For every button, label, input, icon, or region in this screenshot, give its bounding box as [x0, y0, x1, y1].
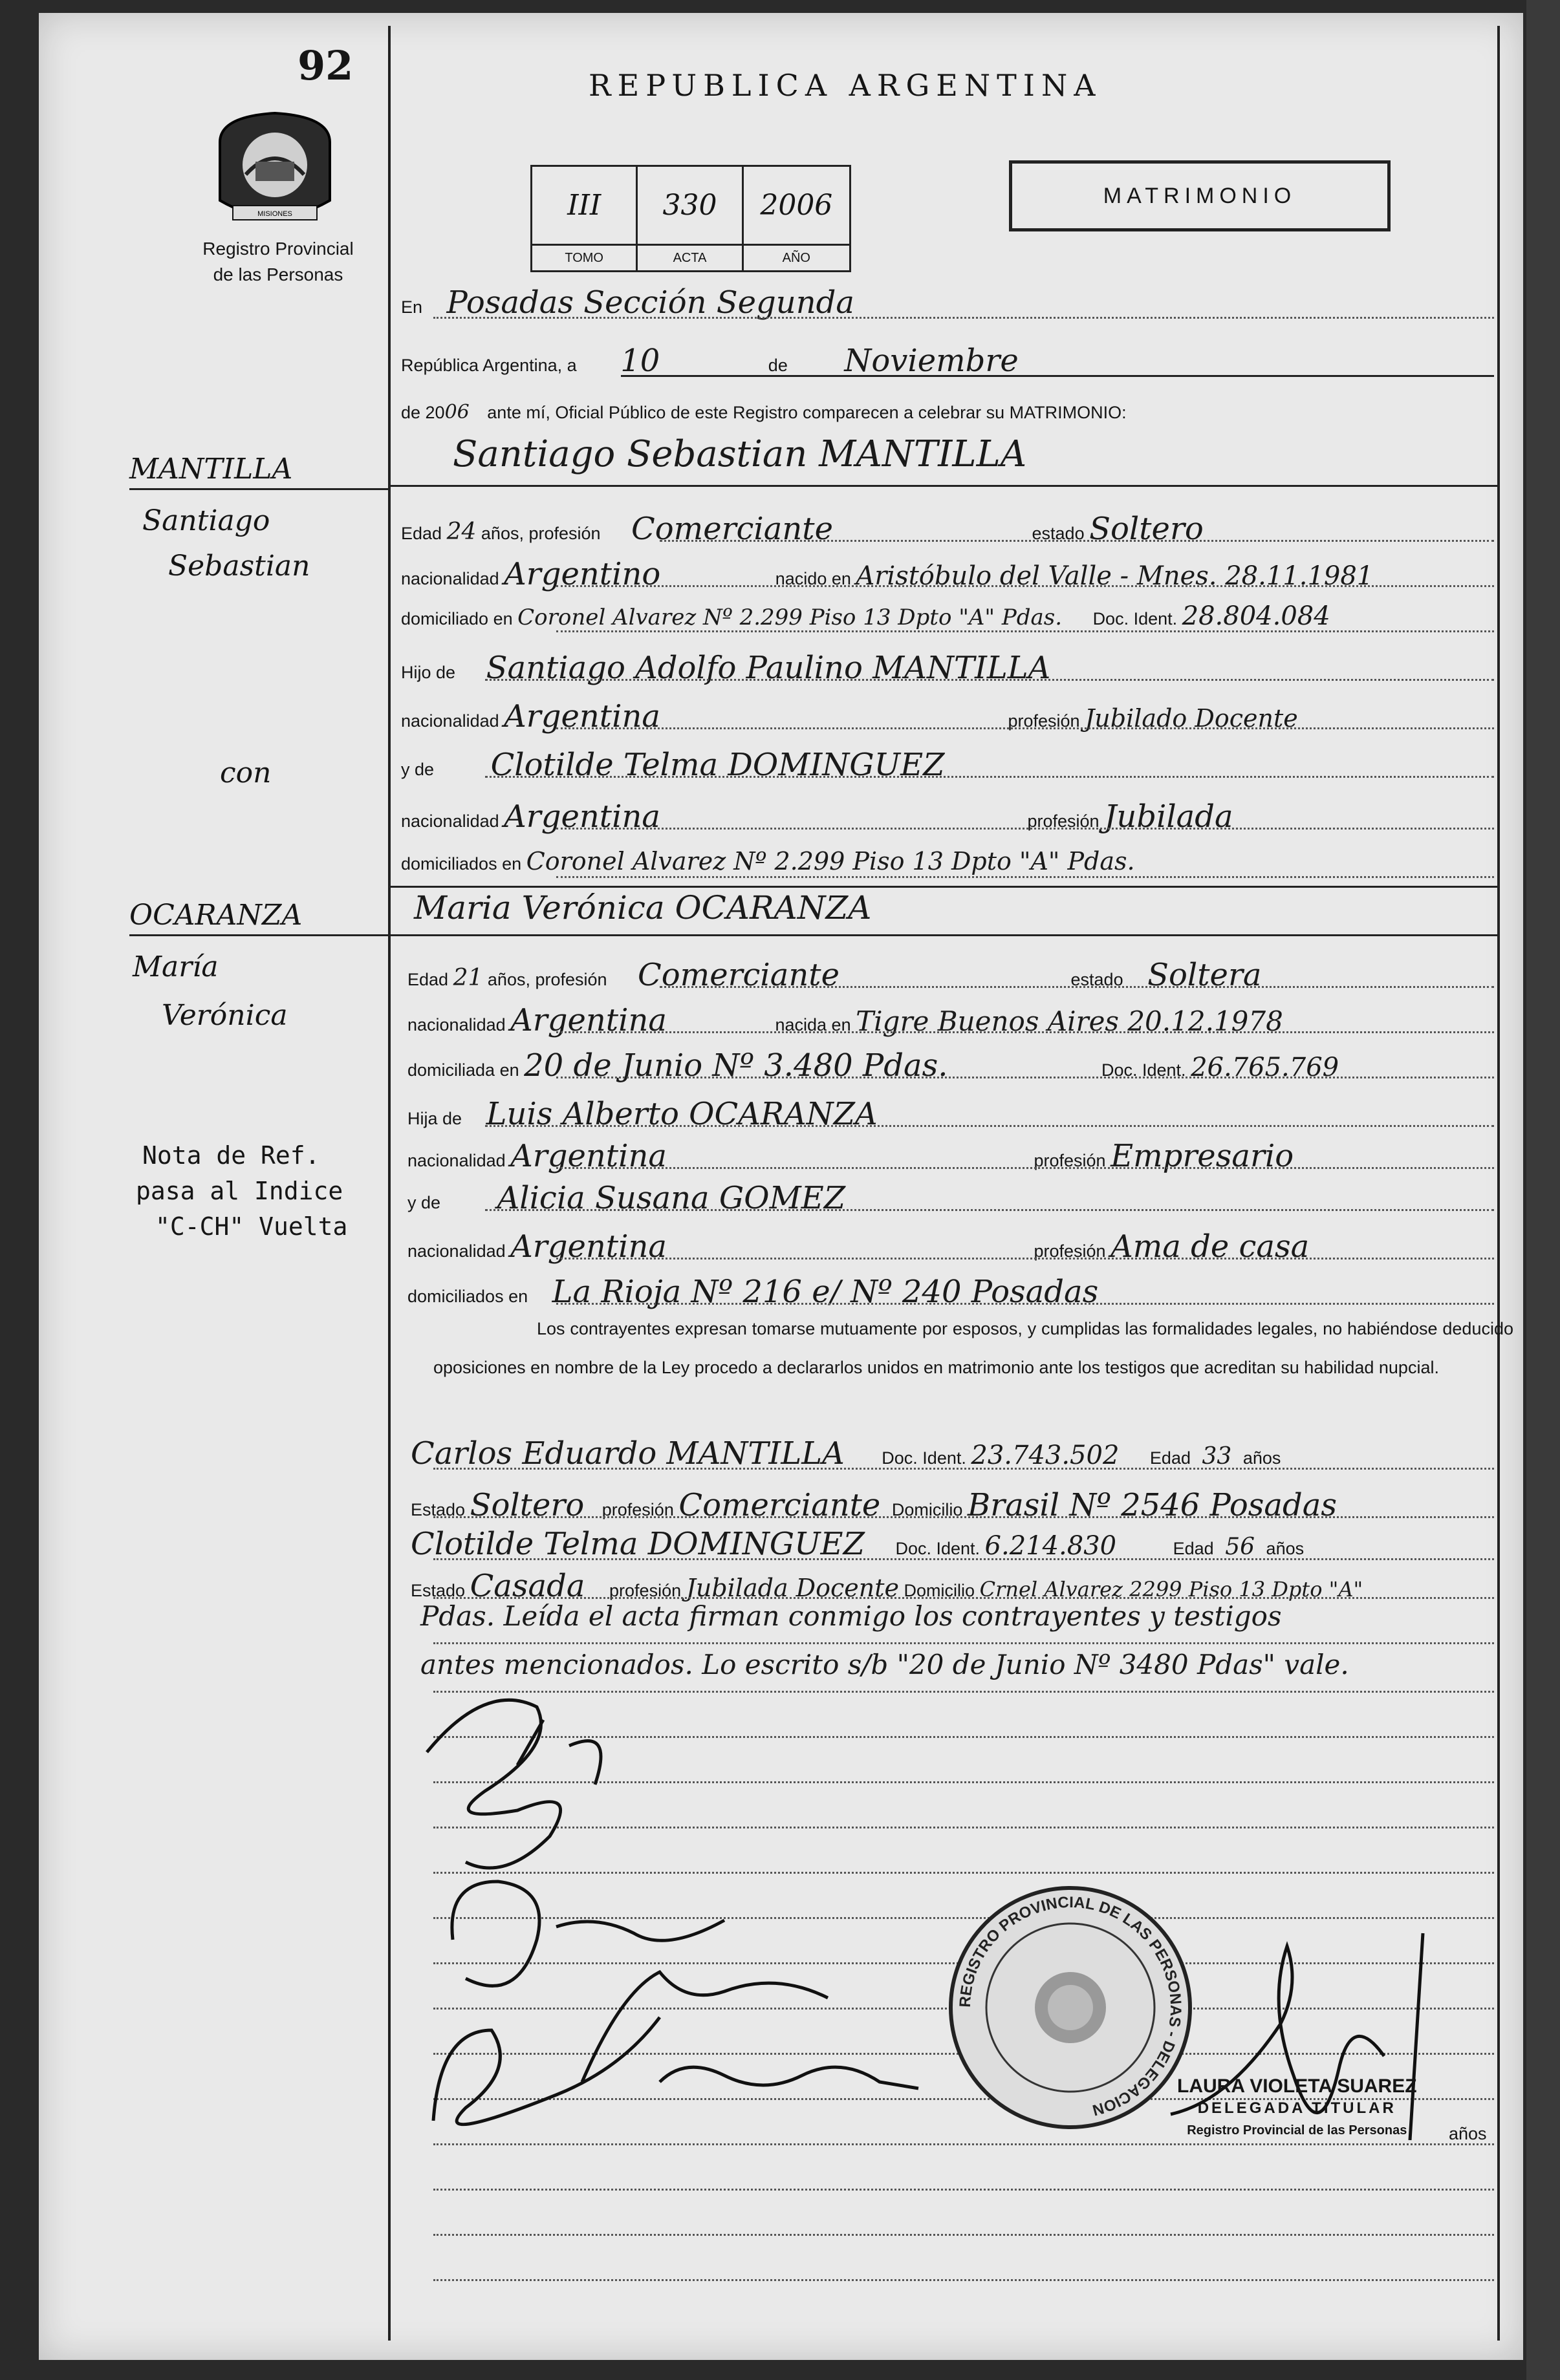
bride-doc: 26.765.769: [1191, 1053, 1339, 1082]
anos-profesion-label: años, profesión: [481, 524, 601, 543]
day-value: 10: [620, 343, 660, 379]
margin-line: [129, 934, 388, 936]
official-name: LAURA VIOLETA SUAREZ: [1177, 2075, 1417, 2097]
groom-name-line: [388, 485, 1497, 487]
bride-parents-address-line: [556, 1303, 1494, 1305]
hija-label: Hija de: [407, 1109, 462, 1128]
groom-name: Santiago Sebastian MANTILLA: [453, 433, 1027, 475]
estado-label: estado: [1070, 970, 1123, 989]
nacionalidad-label: nacionalidad: [407, 1015, 506, 1035]
bride-name: Maria Verónica OCARANZA: [414, 889, 872, 927]
groom-father-nationality: Argentina: [504, 698, 660, 734]
domicilio-label: domiciliado en: [401, 609, 513, 628]
witness2-name: Clotilde Telma DOMINGUEZ: [411, 1526, 865, 1562]
nacido-label: nacido en: [775, 569, 851, 588]
bride-mother-line: [485, 1209, 1494, 1211]
yde-label: y de: [407, 1193, 441, 1212]
groom-mother: Clotilde Telma DOMINGUEZ: [490, 747, 945, 783]
groom-address-line: [556, 630, 1494, 632]
margin-groom-first: Santiago: [142, 504, 270, 537]
margin-bride-second: Verónica: [162, 999, 288, 1032]
profesion-label: profesión: [601, 1500, 674, 1519]
margin-bride-first: María: [133, 950, 219, 983]
margin-note-3: "C-CH" Vuelta: [155, 1212, 348, 1241]
bride-mother-profession: Ama de casa: [1110, 1228, 1310, 1265]
domicilio-label: domiciliada en: [407, 1060, 519, 1080]
domiciliados-label: domiciliados en: [407, 1287, 528, 1306]
witness1-row: [411, 1435, 1281, 1472]
margin-note-2: pasa al Indice: [136, 1177, 343, 1205]
bride-father-line: [485, 1125, 1494, 1127]
official-title: DELEGADA TITULAR: [1197, 2099, 1396, 2117]
groom-father-line: [485, 679, 1494, 681]
margin-bride-surname: OCARANZA: [129, 899, 303, 932]
bride-address-line: [556, 1077, 1494, 1078]
anio-label: AÑO: [782, 250, 810, 265]
yde-label: y de: [401, 760, 435, 779]
profesion-label: profesión: [1034, 1151, 1106, 1170]
groom-status: Soltero: [1089, 511, 1204, 547]
witness1-line: [433, 1468, 1494, 1470]
margin-groom-second: Sebastian: [168, 550, 310, 583]
record-table: [530, 165, 851, 272]
groom-nationality: Argentino: [504, 556, 661, 592]
groom-father-profession: Jubilado Docente: [1085, 704, 1298, 733]
intro-text: ante mí, Oficial Público de este Registro comparecen a celebrar su MATRIMONIO:: [487, 403, 1127, 422]
nacionalidad-label: nacionalidad: [407, 1241, 506, 1261]
anio-value: 2006: [744, 167, 849, 246]
closing-line-2: antes mencionados. Lo escrito s/b "20 de Junio Nº 3480 Pdas" vale.: [420, 1649, 1349, 1680]
place-value: Posadas Sección Segunda: [446, 284, 854, 321]
profesion-label: profesión: [1027, 811, 1100, 831]
republica-label: República Argentina, a: [401, 356, 577, 375]
witness1-address: Brasil Nº 2546 Posadas: [967, 1487, 1338, 1523]
date-line: [621, 375, 1494, 377]
witness2-line: [433, 1558, 1494, 1560]
place-line: [433, 317, 1494, 319]
nacionalidad-label: nacionalidad: [407, 1151, 506, 1170]
bride-father: Luis Alberto OCARANZA: [486, 1096, 878, 1132]
edad-label: Edad: [1173, 1539, 1214, 1558]
bride-mother: Alicia Susana GOMEZ: [497, 1180, 846, 1216]
witness2-detail-line: [433, 1597, 1494, 1599]
seal-logo-text: MISIONES: [257, 210, 292, 218]
anos-label: años: [1266, 1539, 1305, 1558]
place-row: [401, 284, 854, 321]
bride-status: Soltera: [1147, 957, 1262, 993]
domicilio-label: Domicilio: [891, 1500, 963, 1519]
bride-nationality-line: [556, 1031, 1494, 1033]
date-row: [401, 343, 1019, 379]
groom-age-line: [660, 540, 1494, 542]
nacionalidad-label: nacionalidad: [401, 811, 499, 831]
doc-label: Doc. Ident.: [882, 1448, 966, 1468]
bride-birthplace: Tigre Buenos Aires 20.12.1978: [856, 1005, 1283, 1037]
groom-parents-address-line: [556, 876, 1494, 878]
doc-label: Doc. Ident.: [1101, 1060, 1186, 1080]
margin-line: [129, 488, 388, 490]
closing-line-1-rule: [433, 1642, 1494, 1644]
nacida-label: nacida en: [775, 1015, 851, 1035]
hijo-label: Hijo de: [401, 663, 456, 682]
tomo-label: TOMO: [532, 246, 638, 270]
witness1-doc: 23.743.502: [971, 1441, 1120, 1470]
bride-mother-nat-line: [556, 1258, 1494, 1260]
tomo-value: III: [532, 167, 638, 246]
party-signatures: [388, 1668, 970, 2160]
bride-age: 21: [453, 965, 483, 991]
doc-label: Doc. Ident.: [1092, 609, 1178, 628]
page-edge: [1526, 0, 1560, 2380]
margin-note-1: Nota de Ref.: [142, 1141, 320, 1170]
document-type-box: MATRIMONIO: [1009, 160, 1391, 231]
witness2-status: Casada: [470, 1568, 585, 1604]
anos-profesion-label: años, profesión: [487, 970, 607, 989]
stamp-ring-text: REGISTRO PROVINCIAL DE LAS PERSONAS - DELEGACION: [956, 1893, 1185, 2119]
bride-top-line: [388, 886, 1497, 888]
document-page: [39, 13, 1523, 2360]
edad-label: Edad: [401, 524, 442, 543]
month-value: Noviembre: [844, 343, 1019, 379]
bride-nationality: Argentina: [510, 1002, 667, 1038]
bride-father-nat-line: [556, 1167, 1494, 1169]
witness2-row: [411, 1526, 1304, 1562]
witness1-profession: Comerciante: [678, 1487, 881, 1523]
legal-statement: Los contrayentes expresan tomarse mutuamente por esposos, y cumplidas las formalidades legales, no habiéndose deducido oposiciones en nombre de la Ley procedo a declararlos unidos en matrimonio ante los testigos que acreditan su habilidad nupcial.: [433, 1319, 1513, 1377]
groom-nationality-line: [556, 585, 1494, 587]
official-signature-block: [1177, 2075, 1417, 2141]
groom-mother-profession: Jubilada: [1104, 799, 1233, 835]
bride-age-line: [660, 986, 1494, 988]
bride-parents-address: La Rioja Nº 216 e/ Nº 240 Posadas: [552, 1274, 1099, 1310]
closing-line-1: Pdas. Leída el acta firman conmigo los contrayentes y testigos: [420, 1600, 1282, 1632]
official-signature: [1151, 1907, 1488, 2192]
witness1-detail-line: [433, 1516, 1494, 1518]
witness2-doc: 6.214.830: [984, 1531, 1117, 1561]
profesion-label: profesión: [609, 1581, 682, 1600]
registry-line-2: de las Personas: [213, 264, 343, 284]
groom-profession: Comerciante: [631, 511, 833, 547]
domiciliados-label: domiciliados en: [401, 854, 522, 874]
estado-label: Estado: [411, 1500, 466, 1519]
groom-birthplace: Aristóbulo del Valle - Mnes. 28.11.1981: [856, 561, 1374, 591]
groom-mother-nationality: Argentina: [504, 799, 660, 835]
groom-mother-nat-line: [556, 828, 1494, 830]
groom-father-nat-line: [556, 727, 1494, 729]
groom-father: Santiago Adolfo Paulino MANTILLA: [486, 650, 1051, 686]
witness2-age: 56: [1225, 1534, 1255, 1560]
groom-address-row: [401, 601, 1330, 631]
bride-mother-nationality: Argentina: [510, 1228, 667, 1265]
province-seal-icon: [194, 103, 356, 233]
witness2-address: Crnel Alvarez 2299 Piso 13 Dpto "A": [979, 1577, 1363, 1602]
witness1-name: Carlos Eduardo MANTILLA: [411, 1435, 845, 1472]
header-title: REPUBLICA ARGENTINA: [589, 68, 1102, 103]
bride-address: 20 de Junio Nº 3.480 Pdas.: [524, 1047, 948, 1084]
empty-anos-label: años: [1449, 2124, 1487, 2143]
registry-line-1: Registro Provincial: [202, 239, 354, 259]
sig-line: [433, 2279, 1494, 2281]
groom-age: 24: [446, 519, 477, 545]
registry-label: [149, 236, 407, 288]
acta-label: ACTA: [638, 246, 743, 270]
edad-label: Edad: [1149, 1448, 1191, 1468]
profesion-label: profesión: [1034, 1241, 1106, 1261]
domicilio-label: Domicilio: [904, 1581, 975, 1600]
anos-label: años: [1242, 1448, 1281, 1468]
groom-address: Coronel Alvarez Nº 2.299 Piso 13 Dpto "A" Pdas.: [517, 605, 1063, 630]
groom-parents-address-row: [401, 847, 1135, 875]
estado-label: estado: [1032, 524, 1085, 543]
year-value: 06: [444, 401, 470, 423]
edad-label: Edad: [407, 970, 449, 989]
groom-parents-address: Coronel Alvarez Nº 2.299 Piso 13 Dpto "A" Pdas.: [526, 847, 1135, 875]
de-label: de: [768, 356, 788, 375]
bride-father-nationality: Argentina: [510, 1138, 667, 1174]
margin-groom-surname: MANTILLA: [129, 453, 293, 486]
witness2-profession: Jubilada Docente: [686, 1574, 900, 1602]
sig-line: [433, 2234, 1494, 2236]
margin-con: con: [220, 756, 272, 789]
acta-value: 330: [638, 167, 743, 246]
bride-profession: Comerciante: [638, 957, 840, 993]
intro-row: [401, 401, 1127, 423]
nacionalidad-label: nacionalidad: [401, 569, 499, 588]
witness1-status: Soltero: [470, 1487, 585, 1523]
bride-father-profession: Empresario: [1110, 1138, 1294, 1174]
groom-doc: 28.804.084: [1182, 601, 1330, 631]
witness1-age: 33: [1202, 1443, 1232, 1470]
right-border: [1497, 26, 1500, 2341]
year-prefix: de 20: [401, 403, 445, 422]
page-number: 92: [298, 42, 354, 89]
bride-name-line: [388, 934, 1497, 936]
estado-label: Estado: [411, 1581, 466, 1600]
groom-mother-line: [485, 776, 1494, 778]
en-label: En: [401, 297, 423, 317]
profesion-label: profesión: [1008, 711, 1080, 731]
nacionalidad-label: nacionalidad: [401, 711, 499, 731]
doc-label: Doc. Ident.: [895, 1539, 980, 1558]
official-office: Registro Provincial de las Personas: [1187, 2123, 1407, 2138]
